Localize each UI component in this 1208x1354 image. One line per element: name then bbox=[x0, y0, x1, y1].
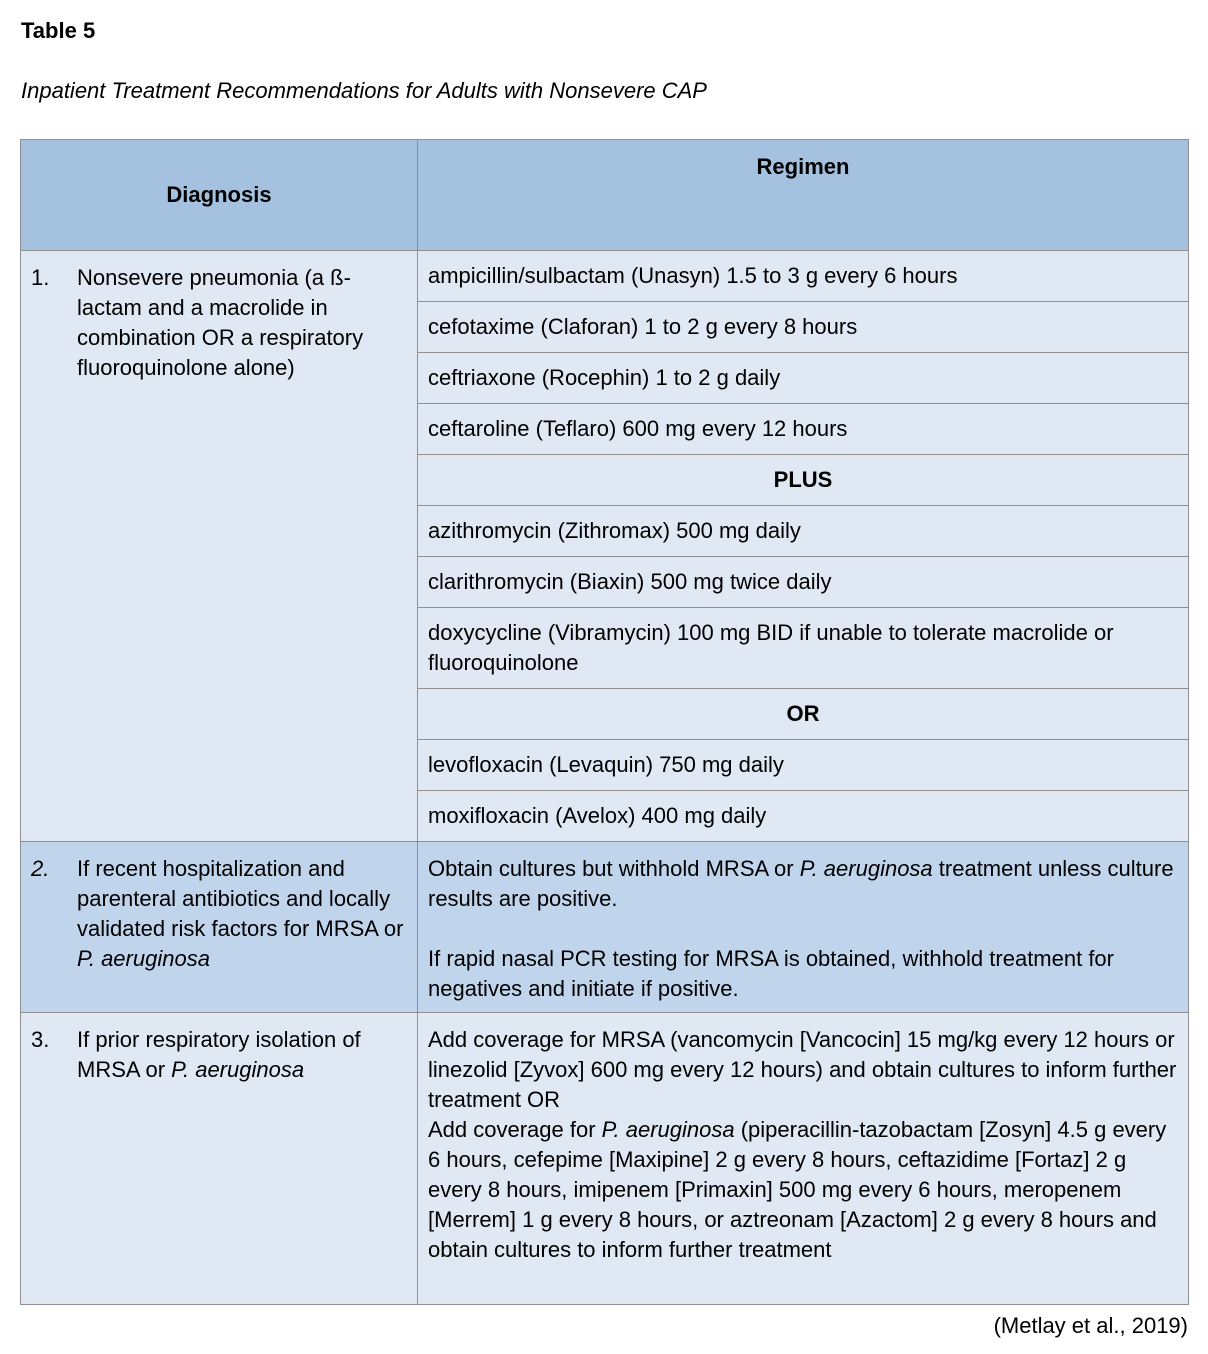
source-citation: (Metlay et al., 2019) bbox=[993, 1313, 1188, 1338]
table-row bbox=[21, 251, 1189, 302]
diagnosis-text: If recent hospitalization and parenteral antibiotics and locally validated risk factors for MRSA or P. aeruginosa bbox=[77, 856, 404, 971]
table-row: 2. If recent hospitalization and parenteral antibiotics and locally validated risk factors for MRSA or P. aeruginosa Obtain cultures but withhold MRSA or P. aeruginosa treatment unless culture results are positive. If rapid nasal PCR testing for MRSA is obtained, withhold treatment for negatives and initiate if positive. bbox=[21, 842, 1189, 1013]
regimen-item: moxifloxacin (Avelox) 400 mg daily bbox=[418, 791, 1189, 842]
table-title: Table 5 bbox=[21, 18, 96, 43]
diagnosis-text: If prior respiratory isolation of MRSA or P. aeruginosa bbox=[77, 1027, 361, 1082]
regimen-item: doxycycline (Vibramycin) 100 mg BID if unable to tolerate macrolide or fluoroquinolone bbox=[418, 608, 1189, 689]
regimen-cell: Add coverage for MRSA (vancomycin [Vancocin] 15 mg/kg every 12 hours or linezolid [Zyvox] 600 mg every 12 hours) and obtain cultures to inform further treatment OR Add coverage for P. aeruginosa (piperacillin-tazobactam [Zosyn] 4.5 g every 6 hours, cefepime [Maxipine] 2 g every 8 hours, ceftazidime [Fortaz] 2 g every 8 hours, imipenem [Primaxin] 500 mg every 6 hours, meropenem [Merrem] 1 g every 8 hours, or aztreonam [Azactom] 2 g every 8 hours and obtain cultures to inform further treatment bbox=[418, 1013, 1189, 1305]
regimen-item: ampicillin/sulbactam (Unasyn) 1.5 to 3 g every 6 hours bbox=[418, 251, 1189, 302]
table-row: 3. If prior respiratory isolation of MRSA or P. aeruginosa Add coverage for MRSA (vancomycin [Vancocin] 15 mg/kg every 12 hours or linezolid [Zyvox] 600 mg every 12 hours) and obtain cultures to inform further treatment OR Add coverage for P. aeruginosa (piperacillin-tazobactam [Zosyn] 4.5 g every 6 hours, cefepime [Maxipine] 2 g every 8 hours, ceftazidime [Fortaz] 2 g every 8 hours, imipenem [Primaxin] 500 mg every 6 hours, meropenem [Merrem] 1 g every 8 hours, or aztreonam [Azactom] 2 g every 8 hours and obtain cultures to inform further treatment bbox=[21, 1013, 1189, 1305]
connector-label: PLUS bbox=[418, 455, 1189, 506]
regimen-item: clarithromycin (Biaxin) 500 mg twice daily bbox=[418, 557, 1189, 608]
regimen-item: ceftaroline (Teflaro) 600 mg every 12 hours bbox=[418, 404, 1189, 455]
header-regimen: Regimen bbox=[418, 140, 1189, 251]
regimen-item: azithromycin (Zithromax) 500 mg daily bbox=[418, 506, 1189, 557]
diagnosis-text: Nonsevere pneumonia (a ß-lactam and a macrolide in combination OR a respiratory fluoroquinolone alone) bbox=[77, 265, 364, 380]
treatment-table bbox=[20, 139, 1189, 1305]
regimen-cell: Obtain cultures but withhold MRSA or P. aeruginosa treatment unless culture results are positive. If rapid nasal PCR testing for MRSA is obtained, withhold treatment for negatives and initiate if positive. bbox=[418, 842, 1189, 1013]
header-diagnosis: Diagnosis bbox=[21, 140, 418, 251]
regimen-item: levofloxacin (Levaquin) 750 mg daily bbox=[418, 740, 1189, 791]
connector-label: OR bbox=[418, 689, 1189, 740]
table-caption: Inpatient Treatment Recommendations for Adults with Nonsevere CAP bbox=[21, 78, 707, 103]
row-number: 1. bbox=[31, 265, 50, 290]
regimen-item: ceftriaxone (Rocephin) 1 to 2 g daily bbox=[418, 353, 1189, 404]
regimen-item: cefotaxime (Claforan) 1 to 2 g every 8 hours bbox=[418, 302, 1189, 353]
